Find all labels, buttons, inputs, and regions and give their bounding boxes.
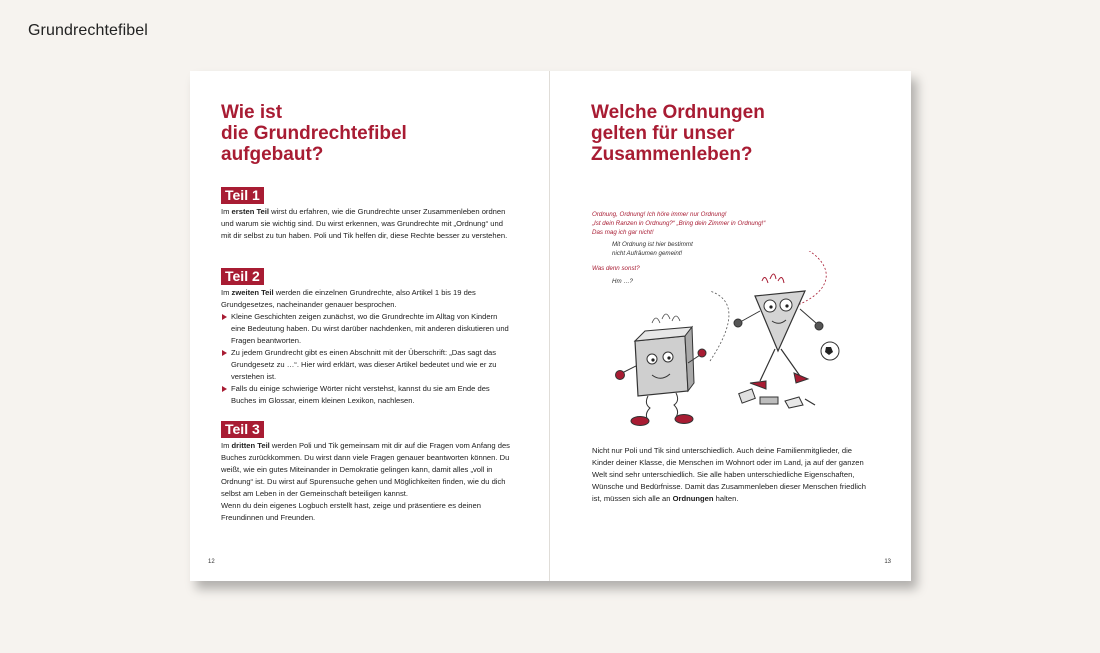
heading-line: die Grundrechtefibel xyxy=(221,123,407,144)
list-item: Zu jedem Grundrecht gibt es einen Abschnitt mit der Überschrift: „Das sagt das Grundgesetz zu …“. Hier wird erklärt, was dieser Artikel bedeutet und wie er zu verstehen ist. xyxy=(221,347,511,383)
speech-bubble-tik xyxy=(592,210,802,237)
dialog-line: Mit Ordnung ist hier bestimmt xyxy=(612,241,693,248)
section-text: Im ersten Teil wirst du erfahren, wie die Grundrechte unser Zusammenleben ordnen und warum sie wichtig sind. Du wirst erkennen, was Grundrechte mit „Ordnung“ und mit dir selbst zu tun haben. Poli und Tik helfen dir, diese Rechte besser zu verstehen. xyxy=(221,207,508,240)
heading-line: aufgebaut? xyxy=(221,144,324,165)
dialog-line: Das mag ich gar nicht! xyxy=(592,229,654,236)
heading-line: Zusammenleben? xyxy=(591,144,753,165)
section-text: Im dritten Teil werden Poli und Tik gemeinsam mit dir auf die Fragen vom Anfang des Buches zurückkommen. Du wirst dann viele Fragen genauer beantworten können. Du weißt, wie ein gutes Miteinander in Demokratie gelingen kann, damit alles „voll in Ordnung“ ist. Du wirst auf Spurensuche gehen und Möglichkeiten finden, wie du dich selbst am Leben in der Gemeinschaft beteiligen kannst. xyxy=(221,441,510,498)
left-page-heading xyxy=(221,102,521,165)
speech-answer: Hm …? xyxy=(612,278,633,285)
teil-badge: Teil 2 xyxy=(221,268,264,285)
dialog-line: Ordnung, Ordnung! Ich höre immer nur Ordnung! xyxy=(592,211,727,218)
right-page-heading xyxy=(591,102,891,165)
book-spread xyxy=(190,71,911,581)
teil-badge: Teil 3 xyxy=(221,421,264,438)
right-page xyxy=(550,71,911,581)
dialog-line: nicht Aufräumen gemeint! xyxy=(612,250,683,257)
right-page-body xyxy=(592,445,872,505)
section-teil-3 xyxy=(221,421,511,524)
list-item: Kleine Geschichten zeigen zunächst, wo die Grundrechte im Alltag von Kindern eine Bedeutung haben. Du wirst darüber nachdenken, mit anderen diskutieren und Fragen beantworten. xyxy=(221,311,511,347)
teil-badge: Teil 1 xyxy=(221,187,264,204)
section-teil-1 xyxy=(221,187,511,242)
dialog-line: „Ist dein Ranzen in Ordnung?“ „Bring dein Zimmer in Ordnung!“ xyxy=(592,220,766,227)
scattered-items xyxy=(739,389,815,408)
page-number: 12 xyxy=(208,559,215,565)
page-number: 13 xyxy=(884,559,891,565)
section-text-extra: Wenn du dein eigenes Logbuch erstellt hast, zeige und präsentiere es deinen Freundinnen und Freunden. xyxy=(221,501,481,522)
heading-line: gelten für unser xyxy=(591,123,735,144)
heading-line: Welche Ordnungen xyxy=(591,102,765,123)
list-item: Falls du einige schwierige Wörter nicht verstehst, kannst du sie am Ende des Buches im Glossar, einem kleinen Lexikon, nachlesen. xyxy=(221,383,511,407)
speech-question: Was denn sonst? xyxy=(592,265,640,272)
left-page xyxy=(190,71,549,581)
tik-character xyxy=(734,274,839,389)
heading-line: Wie ist xyxy=(221,102,283,123)
section-text: Im zweiten Teil werden die einzelnen Grundrechte, also Artikel 1 bis 19 des Grundgesetzes, nacheinander genauer besprochen. xyxy=(221,288,476,309)
poli-and-tik-illustration xyxy=(590,251,860,431)
site-title: Grundrechtefibel xyxy=(28,22,148,39)
bullet-list xyxy=(221,311,511,407)
poli-character xyxy=(616,314,707,426)
body-paragraph: Nicht nur Poli und Tik sind unterschiedlich. Auch deine Familienmitglieder, die Kinder deiner Klasse, die Menschen im Wohnort oder im Land, ja auf der ganzen Welt sind sehr unterschiedlich. Sie alle haben unterschiedliche Eigenschaften, Wünsche und Bedürfnisse. Damit das Zusammenleben dieser Menschen friedlich ist, müssen sich alle an Ordnungen halten. xyxy=(592,446,866,503)
section-teil-2 xyxy=(221,268,511,407)
